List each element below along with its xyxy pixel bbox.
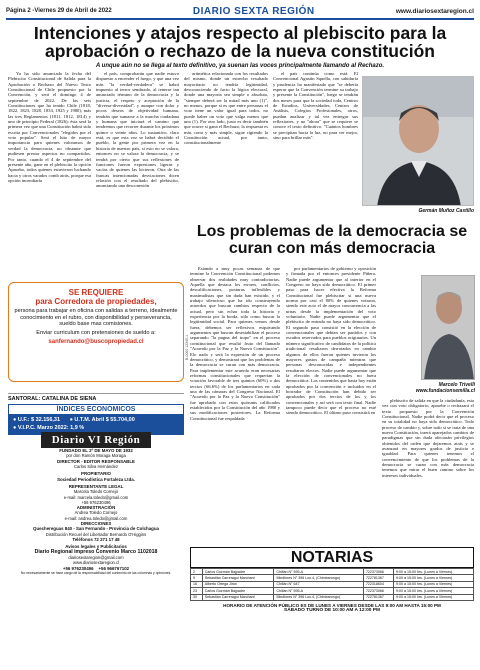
table-cell: 9:00 a 15:00 hrs. (Lunes a Viernes) xyxy=(393,581,473,587)
article1-column-1 xyxy=(8,71,91,279)
article1-col3-text: aritmética relacionada con los resultados del mismo, donde un estrecho resultado mayoritario no tendría legitimidad, desconociendo de facto la lógica electoral, donde una mayoría sea simple o absoluta, "siempre deberá ser la mitad más uno (1)", no menos, porque si es que entre personas el voto tiene un valor igual para todos, no puede haber un voto que valga menos que uno (1). Por otro lado, justo es decir también que ocurre si gana el Rechazo, la respuesta es más corta y más simple, sigue rigiendo la Constitución actual, por tanto, constitucionalmente xyxy=(184,71,268,146)
table-cell: Chillán N° 595-A xyxy=(274,588,363,594)
article2-column-1 xyxy=(190,266,280,544)
table-row xyxy=(191,594,474,600)
article1-column-4 xyxy=(273,71,358,221)
table-cell: 9:00 a 15:00 hrs. (Lunes a Viernes) xyxy=(393,594,473,600)
caption-website: www.fundacionsemilla.cl xyxy=(415,388,475,394)
article1-col2-text: el país, comprobarán que nadie estuvo dispuesto a encender el fuego, y que una vez más "la verdad-verdadera" se habrá impuesto al terror sembrado, al tenerse tan anunciado término de la democracia y la justicia, el respeto y aceptación de la "diversa-diversidad", y aunque con dolor y pocos deseos de objetividad humana, tendrán que sumarse a la marcha ciudadana y humana que iniciará el camino que tendremos que recorrer durante los próximos quince o veinte años. Lo sustantivo, claro está, es que esta vez se habrá decidido el pueblo, la gente por primera vez en la historia de nuestro país, si esto no se valora, entonces no se valora la democracia, y se tendrá por cierto que sus reflexiones de funciones fueron expresiones ligeras y vacías de quienes las hicieron. Otra de las francas intencionadas desviaciones dicen relación con el resultado del plebiscito, anunciando una desconexión xyxy=(96,71,179,189)
table-cell: 9:00 a 15:00 hrs. (Lunes a Viernes) xyxy=(393,575,473,581)
indices-title: ÍNDICES ECONÓMICOS xyxy=(9,405,183,414)
article1-column-3 xyxy=(184,71,268,221)
imprint-legal-name: Marcela Toledo Cornejo xyxy=(73,489,119,495)
website-link[interactable]: www.diariosextaregion.cl xyxy=(395,7,474,15)
imprint-address-2: Distribución Recuel del Libertador Bernardo O'Higgins xyxy=(45,531,147,537)
table-cell: 9:00 a 15:00 hrs. (Lunes a Viernes) xyxy=(393,569,473,575)
imprint-legal-label: REPRESENTANTE LEGAL xyxy=(68,484,124,490)
article2-column-3 xyxy=(382,398,474,544)
photo-caption-marcelo-trivelli xyxy=(380,382,475,394)
ad-email-link[interactable]: sanfernando@buscopropiedad.cl xyxy=(48,339,144,346)
imprint-phone: Teléfonos 72 271 17 48 xyxy=(72,536,120,542)
table-cell: Mindfores N° 396 Loc.4, (Chimbarongo) xyxy=(274,594,363,600)
table-cell: 722781367 xyxy=(363,594,393,600)
imprint-legal-email: e-mail: marcela.toledo@gmail.com xyxy=(63,494,129,500)
imprint-owner: Sociedad Periodística Fortaleza Ltda. xyxy=(57,476,135,482)
article2-col2-text: por parlamentarios de gobierno y oposición y firmada por el entonces presidente Piñera. Nadie puede argumentar que al interior en el Congreso no haya sido democrático. El primer paso para hacer efectiva la Reforma Constitucional fue plebiscitar si una nueva norma por casi el 80% de quienes votaron, siendo este acto el de mayor concurrencia a las urnas desde la implementación del voto voluntario. Nadie puede argumentar que el plebiscito de entrada no haya sido democrático. El segundo paso consistió en la elección de convencionales que debían ser partidos y con escaños reservados para pueblos originarios. Un número significativo de candidatos de la política tradicional resultaron derrotados en cambio algunos de ellos fueron quienes tuvieron los mayores gastos de campaña mientras que personas desconocidas e independientes resultaron electos. Nadie puede argumentar que la elección de convencionales no fuera democrática. Los contenidos que hasta hoy están aprobados por la convención e incluidos en el borrador de Constitución han debido ser aprobados por dos tercios de los y los convencionales y así será con texto final. Nadie tampoco puede decir que el proceso no esté siendo democrático. El último paso consistirá en xyxy=(286,266,376,416)
table-cell: 722318604 xyxy=(363,581,393,587)
ad-subtitle: para Corredora de propiedades, xyxy=(35,297,157,306)
index-utm: ● U.T.M. Abril $ 55.704,00 xyxy=(69,417,135,423)
index-uf: ● U.F.: $ 32.156,31 xyxy=(13,417,61,423)
imprint-admin-label: ADMINISTRACIÓN xyxy=(76,505,116,511)
imprint-avisos: Avisos legales y Publicitarios xyxy=(65,544,127,550)
imprint-address-1: Quechereguas 840 - San Fernando - Provincia de Colchagua xyxy=(33,526,159,532)
table-cell: Mindfores N° 396 Loc.4, (Chimbarongo) xyxy=(274,575,363,581)
imprint-admin-name: Andrea Toledo Cornejo xyxy=(74,510,118,516)
ad-cta: Enviar curriculum con pretensiones de sueldo a: xyxy=(36,329,156,336)
notarias-title: NOTARIAS xyxy=(190,547,474,568)
notarias-hours: HORARIO DE ATENCIÓN PÚBLICO ES DE LUNES A VIERNES DESDE LAS 9:00 AM HASTA 15:00 PM xyxy=(223,602,441,608)
article1-column-2 xyxy=(96,71,179,279)
article1-subtitle: A unque aún no se llega al texto definitivo, ya suenan las voces principalmente llamando al Rechazo. xyxy=(95,63,385,69)
caption-name: Marcelo Trivelli xyxy=(438,382,475,388)
author-photo-german-munoz xyxy=(362,76,474,206)
table-cell: Carlos Guzmán Bajpadre xyxy=(202,588,274,594)
santoral: SANTORAL: CATALINA DE SIENA xyxy=(8,393,184,402)
article2-col3-text: plebiscito de salida en que la ciudadanía, esta vez con voto obligatorio, apruebe o rechazará el texto propuesto por la Convención Constitucional. Nadie podrá decir que el proceso en su totalidad no haya sido democrático. Todo proceso de cambio y, sobre todo si se trata de una nueva Constitución, traerá aparejados cambios de paradigmas que sin duda afectarán privilegios obtenidos del orden que dejaremos atrás y se avanzará en mayores grados de justicia e igualdad. Para quienes tenemos el convencimiento de que los problemas de la democracia se curan con más democracia tenemos que mirar el buen camino sobre los intereses individuales. xyxy=(382,398,474,478)
imprint-regional: Diario Regional impreso Convenio Marco 1102018 xyxy=(34,548,158,555)
economic-indices xyxy=(8,404,184,435)
imprint-legal-phone: +56 976230496 xyxy=(81,499,111,505)
article2-column-2 xyxy=(286,266,376,544)
imprint-disclaimer: No necesariamente se hace cargo de la responsabilidad del contenido de las columnas y opiniones. xyxy=(20,570,172,575)
notarias-section xyxy=(190,547,474,613)
table-cell: 9 xyxy=(191,575,203,581)
classified-ad xyxy=(8,282,184,382)
imprint-founded: FUNDADO EL 2º DE MAYO DE 1932 xyxy=(59,448,133,453)
article2-col1-text: Estando a muy pocas semanas de que termine la Convención Constitucional podemos observar dos realidades muy contradictorias. Aquella que destaca los errores, conflictos, descalificaciones, posturas inflexibles y maximalistas que sin duda han existido, y el trabajo silencioso que ha ido construyendo acuerdos que buscan cambios respecto de la actual, pero sin echar toda la historia y experiencia por la borda, sólo como buscar la legitimidad social. Para quienes vemos desde fuera, debemos ser reflexivos esquivando argumentos que buscan desestabilizar el proceso separando "la pugna del tropo" en el proceso constitucional que resultó fruto del llamado "Acuerdo por la Paz y la Nueva Constitución". Elo nado y será la expresión de un proceso democrático, y demostrará que los problemas de la democracia se curan con más democracia. Para implementar este acuerdo eran necesarias reformas constitucionales que requerían la votación favorable de tres quintos (60%) o dos tercios (66,6%) de los parlamentarios en cada una de las cámaras del Congreso Nacional. El "Acuerdo por la Paz y la Nueva Constitución" fue aprobado con estos quórums calificados establecidos por la Constitución del año 1980 y sus modificaciones posteriores. La Reforma Constitucional fue respaldada xyxy=(190,266,280,421)
table-cell: 722373066 xyxy=(363,569,393,575)
article1-title: Intenciones y atajos respecto al plebiscito para la aprobación o rechazo de la nueva constitución xyxy=(33,23,447,62)
article2-title: Los problemas de la democracia se curan con más democracia xyxy=(196,223,468,257)
table-cell: Chillán N° 647 xyxy=(274,581,363,587)
ad-body: persona para trabajar en oficina con salidas a terreno, idealmente conocimiento en el rubro, con disponibilidad y perseverancia, sueldo base mas comisiones. xyxy=(14,308,178,328)
table-cell: 16 xyxy=(191,581,203,587)
imprint-address-label: DIRECCIONES xyxy=(80,520,112,526)
table-cell: 722781367 xyxy=(363,575,393,581)
table-cell: Carlos Guzmán Bajpadre xyxy=(202,569,274,575)
table-cell: 722373066 xyxy=(363,588,393,594)
ad-title: SE REQUIERE xyxy=(68,288,124,297)
table-cell: Alberto Ortega Jirón xyxy=(202,581,274,587)
imprint-owner-label: PROPIETARIO xyxy=(81,471,111,477)
imprint-admin-email: e-mail: andrea.toledo@gmail.com xyxy=(64,515,128,521)
page-date: Página 2 -Viernes 29 de Abril de 2022 xyxy=(6,8,112,14)
imprint-director-label: DIRECTOR - EDITOR RESPONSABLE xyxy=(57,458,135,464)
imprint-phone-3: +56 966767102 xyxy=(98,565,130,571)
notarias-saturday: SÁBADO TURNO DE 10:00 AM A 12:00 PM xyxy=(284,607,380,613)
table-cell: 30 xyxy=(191,594,203,600)
table-cell: 23 xyxy=(191,588,203,594)
masthead xyxy=(6,4,474,20)
brand-name: DIARIO SEXTA REGIÓN xyxy=(192,5,315,17)
newspaper-logo: Diario VI Región xyxy=(41,432,151,448)
imprint-founder: por don Ramón Moraga Moraga xyxy=(66,453,126,459)
newspaper-imprint xyxy=(8,432,184,576)
ad-vertical-label: B-0000 12345-1 xyxy=(185,334,189,360)
author-photo-marcelo-trivelli xyxy=(421,275,475,380)
table-cell: Sebastián Carreragui Marchant xyxy=(202,594,274,600)
table-cell: Sebastián Carreragui Marchant xyxy=(202,575,274,581)
imprint-regional-email: diariosextaregion@gmail.com xyxy=(68,555,124,561)
table-cell: 2 xyxy=(191,569,203,575)
imprint-regional-web: www.diariosextaregion.cl xyxy=(72,560,120,566)
article1-col4-text: el país continúa como está. El Convencional Agustín Squella, con sabiduría y prudencia ha manifestado que "se debería esperar que la Convención termine su trabajo y presente la Constitución", luego se tendrán dos meses para que la sociedad toda, Centros de Estudios, Universidades, Centros de Análisis, Colegios Profesionales, otros, puedan analizar y tal vez entregar sus reflexiones, y no "ahora" que se requiere se conoce el texto definitivo. "Cuántos hombres se precipitan hacia la luz, no para ver mejor, sino para brillar más". xyxy=(273,71,358,141)
imprint-phone-2: +56 976230496 xyxy=(62,565,94,571)
index-ipc: ● V.I.P.C. Marzo 2022: 1,9 % xyxy=(13,425,85,431)
table-cell: Chillán N° 595-A xyxy=(274,569,363,575)
photo-caption-german-munoz: Germán Muñoz Castillo xyxy=(418,208,474,214)
table-cell: 9:00 a 15:00 hrs. (Lunes a Viernes) xyxy=(393,588,473,594)
imprint-director-name: Carlos Silva Hernández xyxy=(74,464,118,470)
notarias-table xyxy=(190,568,474,601)
article1-col1-text: Ya ha sido anunciada la fecha del Plebiscito Constitucional de Salida para la Aprobación o Rechazo del Nuevo Texto Constitucional de Chile propuesto por la Convención, y será el domingo 4 de septiembre de 2022. De las seis Constituciones que ha tenido Chile (1818, 1822, 1823, 1828, 1833, 1925 y 1980), más las tres Reglamentos (1811, 1812, 1814) y uno de principio Federal (1826); ésta será la primera vez que una Constitución habrá sido escrita por Convencionales "elegidos por el voto popular". Será el hito de mayor importancia para quienes valoramos de verdad la democracia, no obstante que pudiesen prestar aspectos no compartidos. Por tanto, cuando el 4 de septiembre del presente año, gane en el plebiscito la opción Apruebo, todos quienes estuvieron luchando hacia y otros varados comb atrás, porque esa opción incendiaría xyxy=(8,71,91,183)
